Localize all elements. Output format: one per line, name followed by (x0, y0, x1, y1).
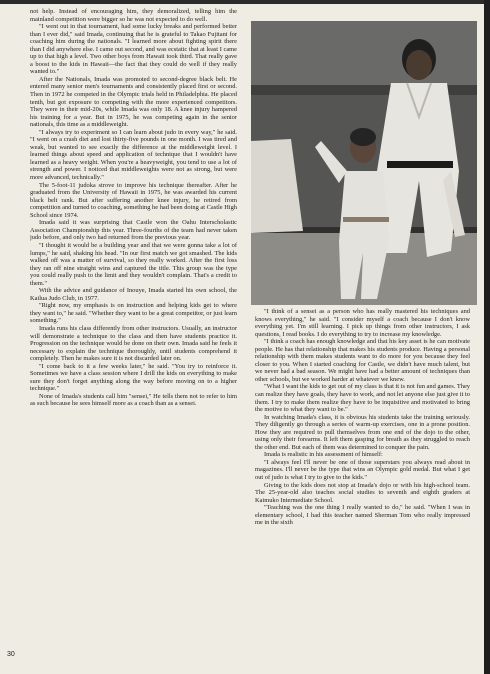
paragraph: "I think a coach has enough knowledge and that his key asset is he can motivate people. He has that relationship that makes his students produce. Having a personal relationship with them makes students want to do more for you because they feel closer to you. When I started coaching for Castle, we didn't have much talent, but we never had a bad season. We might have had a better amount of techniques than other schools, but we worked harder at whatever we knew. (255, 338, 470, 383)
paragraph: "What I want the kids to get out of my class is that it is not fun and games. They can realize they have goals, they have to work, and not let anyone else just give it to them. I try to make them realize they have to be inquisitive and motivated to bring the motive to what they want to be." (255, 383, 470, 414)
page-right-border (484, 0, 490, 674)
paragraph: Imada is realistic in his assessment of himself: (264, 451, 383, 459)
page-number: 30 (7, 651, 15, 658)
paragraph: "Teaching was the one thing I really wanted to do," he said. "When I was in elementary school, I had this teacher named Sherman Tom who really impressed me in the sixth (255, 504, 470, 527)
paragraph: After the Nationals, Imada was promoted to second-degree black belt. He entered many senior men's tournaments and consistently placed first or second. Then in 1972 he competed in the Olympic trials held in Philadelphia. He placed tenth, but got exposure to competing with the more experienced competitors. They were in their mid-20s, while Imada was only 18. A knee injury hampered his training for a year. But in 1975, he was competing again in the senior nationals, this time as a middleweight. (30, 75, 237, 129)
left-text-column (30, 8, 237, 650)
paragraph: Giving to the kids does not stop at Imada's dojo or with his high-school team. The 25-year-old also teaches social studies to seventh and eighth graders at Kaimuko Intermediate School. (255, 481, 470, 504)
judo-photo-illustration (251, 21, 477, 305)
paragraph: not help. Instead of encouraging him, they demoralized, telling him the mainland competition were bigger so he was not expected to do well. (30, 8, 237, 23)
paragraph: The 5-foot-11 judoka strove to improve his technique thereafter. After he graduated from the University of Hawaii in 1975, he was awarded his current black belt rank. But after suffering another knee injury, he retired from competition and turned to coaching, something he had been doing at Castle High School since 1974. (30, 181, 237, 219)
paragraph: "I think of a sensei as a person who has really mastered his techniques and knows everything," he said. "I consider myself a coach because I don't know everything yet. I'm still learning. I pick up things from other instructors, I ask questions, I read books. I do everything to try to increase my knowledge. (255, 308, 470, 338)
right-text-column (255, 308, 470, 664)
paragraph: "I always try to experiment so I can learn about judo in every way," he said. "I went on a crash diet and lost thirty-five pounds in one month. I was tired and weak, but wanted to see exactly the difference at the middleweight level. I learned things about speed and application of technique that I wouldn't have learned as a heavy weight. When you're a heavyweight, you tend to use a lot of strength and power. I noticed that middleweights were not as strong, but were more advanced, technically." (30, 128, 237, 182)
paragraph: "I always feel I'll never be one of those superstars you always read about in magazines. I'll never be the type that wins an Olympic gold medal. But what I get out of judo is what I try to give to the kids." (255, 458, 470, 482)
paragraph: In watching Imada's class, it is obvious his students take the training seriously. They diligently go through a series of warm-up exercises, one in a prone position. How they are required to pull themselves from one end of the dojo to the other, using only their forearms. It left them gasping for breath as they struggled to reach the other end. But each of them was determined to conquer the pain. (255, 413, 470, 451)
paragraph: None of Imada's students call him "sensei," He tells them not to refer to him as such because he sees himself more as a coach than as a sensei. (30, 392, 237, 408)
judo-photo (251, 21, 477, 305)
paragraph: "I come back to it a few weeks later," he said. "You try to reinforce it. Sometimes we have a class session where I drill the kids on everything to make sure they don't forget anything along the way before moving on to a higher technique." (30, 362, 237, 393)
paragraph: With the advice and guidance of Inouye, Imada started his own school, the Kailua Judo Club, in 1977. (30, 287, 237, 302)
paragraph: "I went out in that tournament, had some lucky breaks and performed better than I ever did," said Imada, continuing that he is grateful to Takao Fujitani for coaching him during the nationals. "I learned more about fighting spirit there than I did anywhere else. I came out second, and was ecstatic that at least I came up to that high a level. Two other boys from Hawaii took third. That really gave a boost to the kids in Hawaii—the fact that they could do well if they really wanted to." (30, 23, 237, 76)
paragraph: "I thought it would be a building year and that we were gonna take a lot of lumps," he said, shaking his head. "In our first match we got smashed. The kids walked off was a matter of survival, so they really worked. After the first loss they ran off nine straight wins and captured the title. This group was the type you could really push to the limit and they wouldn't complain. That's a credit to them." (30, 241, 237, 287)
paragraph: Imada runs his class differently from other instructors. Usually, an instructor will demonstrate a technique to the class and then have students practice it. Progression on the technique would be done on their own. Imada said he feels it necessary to explain the technique thoroughly, until students comprehend it completely. Then he makes sure it is not discarded later on. (30, 324, 237, 363)
paragraph: Imada said it was surprising that Castle won the Oahu Interscholastic Association Championship this year. Three-fourths of the team had never taken judo before, and only two had returned from the previous year. (30, 219, 237, 242)
paragraph: "Right now, my emphasis is on instruction and helping kids get to where they want to," he said. "Whether they want to be a great competitor, or just learn something." (30, 302, 237, 325)
page-top-border (0, 0, 490, 4)
